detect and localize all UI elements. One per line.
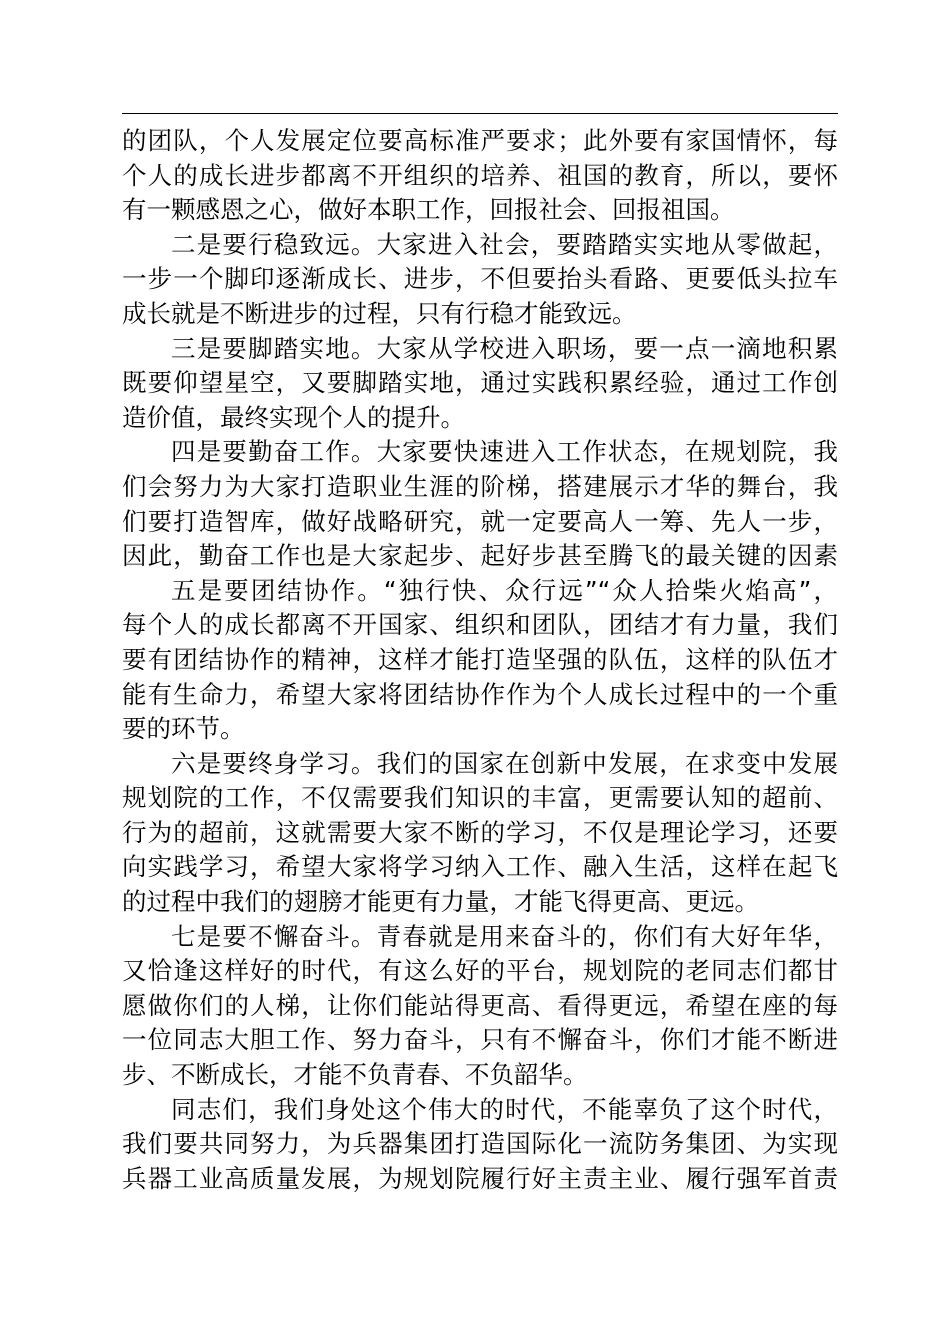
text-line: 成长就是不断进步的过程，只有行稳才能致远。 [122,298,637,328]
text-line: 因此，勤奋工作也是大家起步、起好步甚至腾飞的最关键的因素 [122,541,838,571]
text-line: 一位同志大胆工作、努力奋斗，只有不懈奋斗，你们才能不断进 [122,1025,838,1055]
text-line: 能有生命力，希望大家将团结协作作为个人成长过程中的一个重 [122,679,838,709]
text-line: 我们要共同努力，为兵器集团打造国际化一流防务集团、为实现 [122,1129,838,1159]
body-text [122,124,838,1196]
text-line: 们会努力为大家打造职业生涯的阶梯，搭建展示才华的舞台，我 [122,471,838,501]
text-line: 们要打造智库，做好战略研究，就一定要高人一筹、先人一步， [122,506,838,536]
text-line: 的过程中我们的翅膀才能更有力量，才能飞得更高、更远。 [122,887,759,917]
text-line: 一步一个脚印逐渐成长、进步，不但要抬头看路、更要低头拉车 [122,264,838,294]
text-line: 要有团结协作的精神，这样才能打造坚强的队伍，这样的队伍才 [122,644,838,674]
text-line: 二是要行稳致远。大家进入社会，要踏踏实实地从零做起， [171,229,838,259]
text-line: 又恰逢这样好的时代，有这么好的平台，规划院的老同志们都甘 [122,956,838,986]
text-line: 个人的成长进步都离不开组织的培养、祖国的教育，所以，要怀 [122,160,838,190]
text-line: 同志们，我们身处这个伟大的时代，不能辜负了这个时代， [171,1094,838,1124]
text-line: 既要仰望星空，又要脚踏实地，通过实践积累经验，通过工作创 [122,368,838,398]
text-line: 五是要团结协作。“独行快、众行远”“众人拾柴火焰高”， [171,575,838,605]
text-line: 四是要勤奋工作。大家要快速进入工作状态，在规划院，我 [171,437,838,467]
text-line: 有一颗感恩之心，做好本职工作，回报社会、回报祖国。 [122,195,735,225]
text-line: 七是要不懈奋斗。青春就是用来奋斗的，你们有大好年华， [171,921,838,951]
text-line: 愿做你们的人梯，让你们能站得更高、看得更远，希望在座的每 [122,990,838,1020]
text-line: 三是要脚踏实地。大家从学校进入职场，要一点一滴地积累 [171,333,838,363]
header-rule [122,113,838,114]
text-line: 每个人的成长都离不开国家、组织和团队，团结才有力量，我们 [122,610,838,640]
text-line: 的团队，个人发展定位要高标准严要求；此外要有家国情怀，每 [122,126,838,155]
text-line: 造价值，最终实现个人的提升。 [122,402,465,432]
text-line: 规划院的工作，不仅需要我们知识的丰富，更需要认知的超前、 [122,783,838,813]
text-line: 步、不断成长，才能不负青春、不负韶华。 [122,1060,588,1090]
text-line: 六是要终身学习。我们的国家在创新中发展，在求变中发展 [171,748,838,778]
text-line: 行为的超前，这就需要大家不断的学习，不仅是理论学习，还要 [122,817,838,847]
text-line: 兵器工业高质量发展，为规划院履行好主责主业、履行强军首责 [122,1163,838,1193]
text-line: 要的环节。 [122,714,245,744]
text-line: 向实践学习，希望大家将学习纳入工作、融入生活，这样在起飞 [122,852,838,882]
